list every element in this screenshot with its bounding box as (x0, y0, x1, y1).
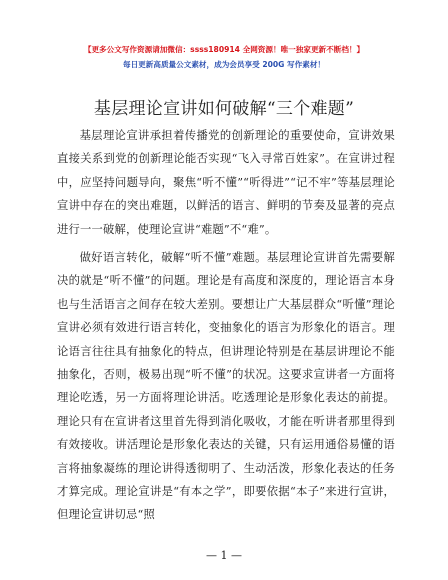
paragraph-language-conversion: 做好语言转化，破解“听不懂”难题。基层理论宣讲首先需要解决的就是“听不懂”的问题。理论是有高度和深度的，理论语言本身也与生活语言之间存在较大差别。要想让广大基层群众“听懂”理论宣讲必须有效进行语言转化，变抽象化的语言为形象化的语言。理论语言往往具有抽象化的特点，但讲理论特别是在基层讲理论不能抽象化，否则，极易出现“听不懂”的状况。这要求宣讲者一方面将理论吃透，另一方面将理论讲活。吃透理论是形象化表达的前提。理论只有在宣讲者这里首先得到消化吸收，才能在听讲者那里得到有效接收。讲活理论是形象化表达的关键，只有运用通俗易懂的语言将抽象凝练的理论讲得透彻明了、生动活泼，形象化表达的任务才算完成。理论宣讲是“有本之学”，即要依据“本子”来进行宣讲，但理论宣讲切忌“照 (57, 251, 395, 522)
promo-banner-line-2: 每日更新高质量公文素材，成为会员享受 200G 写作素材！ (122, 60, 326, 69)
promo-banner-line-1: 【更多公文写作资源请加微信：ssss180914 全网资源！唯一独家更新不断档！】 (83, 45, 365, 54)
document-title: 基层理论宣讲如何破解“三个难题” (93, 99, 355, 119)
page-number: — 1 — (206, 549, 242, 562)
paragraph-intro: 基层理论宣讲承担着传播党的创新理论的重要使命，宣讲效果直接关系到党的创新理论能否实现“飞入寻常百姓家”。在宣讲过程中，应坚持问题导向，聚焦“听不懂”“听得进”“记不牢”等基层理论宣讲中存在的突出难题，以鲜活的语言、鲜明的节奏及显著的亮点进行一一破解，使理论宣讲“难题”不“难”。 (57, 129, 395, 236)
